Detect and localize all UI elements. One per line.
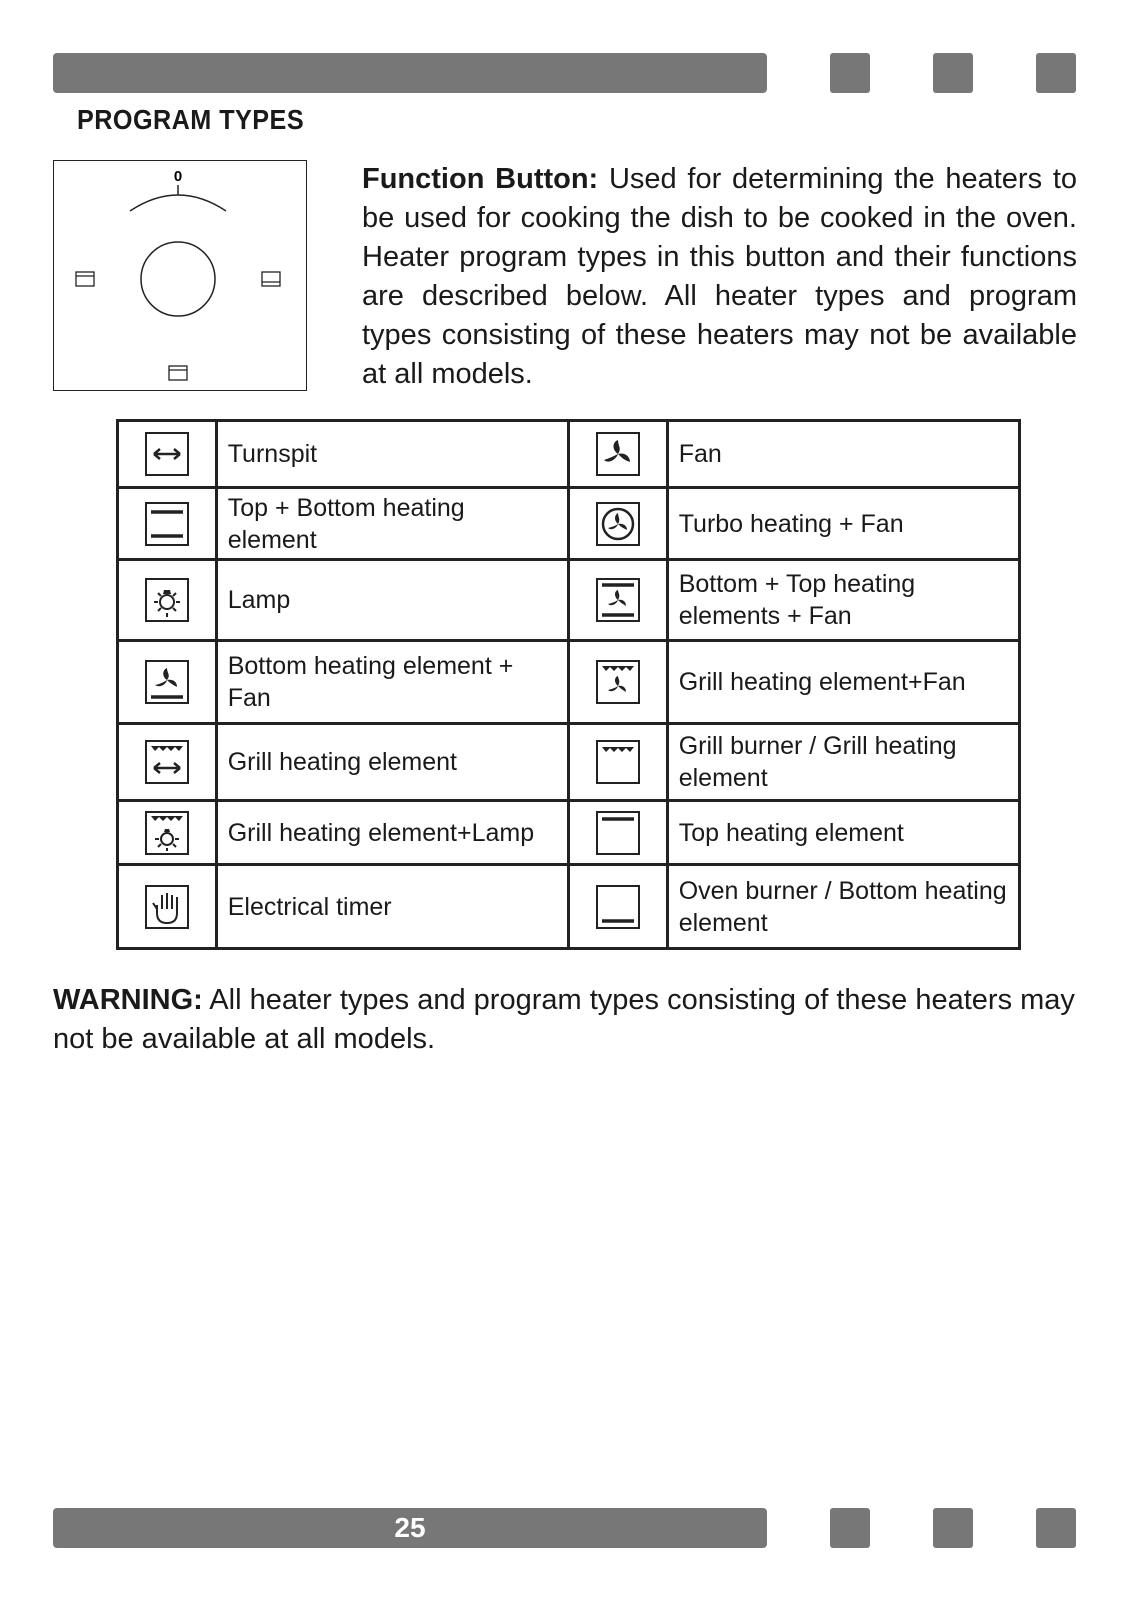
table-row [118,865,1020,949]
oven-symbol-icon [262,272,280,286]
timer-hand-icon [145,885,189,929]
table-label-cell: Bottom heating element + Fan [216,641,568,724]
lamp-icon [145,578,189,622]
table-label-cell: Grill heating element+Lamp [216,801,568,865]
table-row [118,421,1020,488]
header-square [1036,53,1076,93]
grill-lamp-icon [145,811,189,855]
header-square [933,53,973,93]
footer-square [830,1508,870,1548]
page-number: 25 [394,1512,426,1543]
oven-symbol-icon [169,366,187,380]
table-row [118,641,1020,724]
table-label-cell: Grill burner / Grill heating element [667,724,1019,801]
table-label-cell: Grill heating element+Fan [667,641,1019,724]
warning-text: All heater types and program types consisting of these heaters may not be available at all models. [53,984,1075,1055]
table-row [118,560,1020,641]
table-icon-cell [568,724,667,801]
table-label-cell: Top + Bottom heating element [216,488,568,560]
table-icon-cell [118,641,217,724]
function-button-description [362,160,1077,394]
table-row [118,724,1020,801]
fan-icon [596,432,640,476]
table-row [118,488,1020,560]
table-label-cell: Turbo heating + Fan [667,488,1019,560]
bottom-fan-icon [145,660,189,704]
knob-circle [141,242,215,316]
table-icon-cell [118,724,217,801]
table-label-cell: Turnspit [216,421,568,488]
program-types-table [116,419,1021,950]
table-row [118,801,1020,865]
table-label-cell: Grill heating element [216,724,568,801]
table-label-cell: Bottom + Top heating elements + Fan [667,560,1019,641]
knob-zero-label: 0 [173,168,183,185]
table-icon-cell [568,801,667,865]
table-label-cell: Lamp [216,560,568,641]
top-heating-icon [596,811,640,855]
table-icon-cell [568,641,667,724]
header-bar [53,53,767,93]
table-icon-cell [568,865,667,949]
intro-text: Used for determining the heaters to be used for cooking the dish to be cooked in the oven. Heater program types in this button and their functions are described below. All heater types and program types consisting of these heaters may not be available at all models. [362,163,1078,390]
bottom-top-fan-icon [596,578,640,622]
turnspit-icon [145,432,189,476]
table-icon-cell [118,488,217,560]
grill-turnspit-icon [145,740,189,784]
header-square [830,53,870,93]
table-icon-cell [118,560,217,641]
table-label-cell: Top heating element [667,801,1019,865]
bottom-heating-icon [596,885,640,929]
warning-note [53,981,1077,1059]
footer-square [1036,1508,1076,1548]
footer-square [933,1508,973,1548]
warning-label: WARNING: [53,984,203,1016]
intro-bold-label: Function Button: [362,163,599,195]
function-knob-diagram [53,160,307,391]
table-icon-cell [568,421,667,488]
table-icon-cell [568,488,667,560]
table-label-cell: Fan [667,421,1019,488]
turbo-fan-icon [596,502,640,546]
top-bottom-heating-icon [145,502,189,546]
table-label-cell: Electrical timer [216,865,568,949]
grill-icon [596,740,640,784]
table-icon-cell [118,421,217,488]
table-icon-cell [118,801,217,865]
table-label-cell: Oven burner / Bottom heating element [667,865,1019,949]
table-icon-cell [118,865,217,949]
table-icon-cell [568,560,667,641]
oven-symbol-icon [76,272,94,286]
page-title: PROGRAM TYPES [77,104,305,135]
grill-fan-icon [596,660,640,704]
